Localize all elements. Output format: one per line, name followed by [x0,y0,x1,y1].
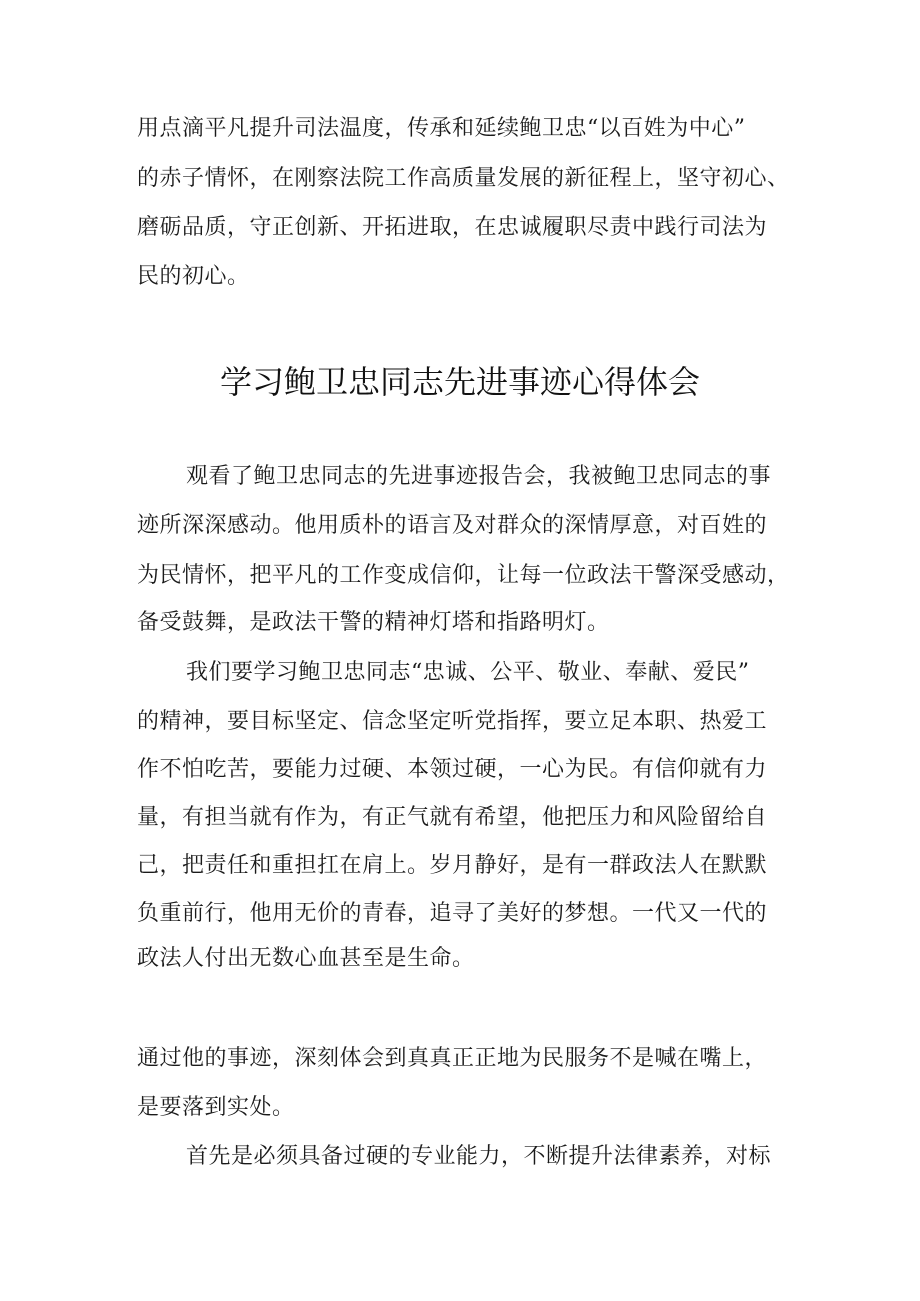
intro-line-2: 的赤子情怀，在刚察法院工作高质量发展的新征程上，坚守初心、 [137,166,790,191]
paragraph2-line-6: 负重前行，他用无价的青春，追寻了美好的梦想。一代又一代的 [137,901,768,926]
paragraph2-line-4: 量，有担当就有作为，有正气就有希望，他把压力和风险留给自 [137,805,768,830]
intro-line-1: 用点滴平凡提升司法温度，传承和延续鲍卫忠“以百姓为中心” [137,116,746,141]
paragraph2-line-3: 作不怕吃苦，要能力过硬、本领过硬，一心为民。有信仰就有力 [137,757,768,782]
paragraph1-line-4: 备受鼓舞，是政法干警的精神灯塔和指路明灯。 [137,610,610,635]
paragraph1-line-2: 迹所深深感动。他用质朴的语言及对群众的深情厚意，对百姓的 [137,513,768,538]
paragraph2-line-5: 己，把责任和重担扛在肩上。岁月静好，是有一群政法人在默默 [137,853,768,878]
paragraph2-line-1: 我们要学习鲍卫忠同志“忠诚、公平、敬业、奉献、爱民” [186,660,750,685]
paragraph2-line-2: 的精神，要目标坚定、信念坚定听党指挥，要立足本职、热爱工 [137,709,768,734]
paragraph4-line-1: 首先是必须具备过硬的专业能力，不断提升法律素养，对标 [186,1144,772,1169]
document-title: 学习鲍卫忠同志先进事迹心得体会 [219,363,700,401]
intro-line-3: 磨砺品质，守正创新、开拓进取，在忠诚履职尽责中践行司法为 [137,215,768,240]
paragraph3-line-1: 通过他的事迹，深刻体会到真真正正地为民服务不是喊在嘴上， [137,1046,768,1071]
paragraph1-line-1: 观看了鲍卫忠同志的先进事迹报告会，我被鲍卫忠同志的事 [186,464,772,489]
paragraph3-line-2: 是要落到实处。 [137,1095,295,1120]
paragraph1-line-3: 为民情怀，把平凡的工作变成信仰，让每一位政法干警深受感动， [137,563,790,588]
intro-line-4: 民的初心。 [137,264,250,289]
paragraph2-line-7: 政法人付出无数心血甚至是生命。 [137,946,475,971]
